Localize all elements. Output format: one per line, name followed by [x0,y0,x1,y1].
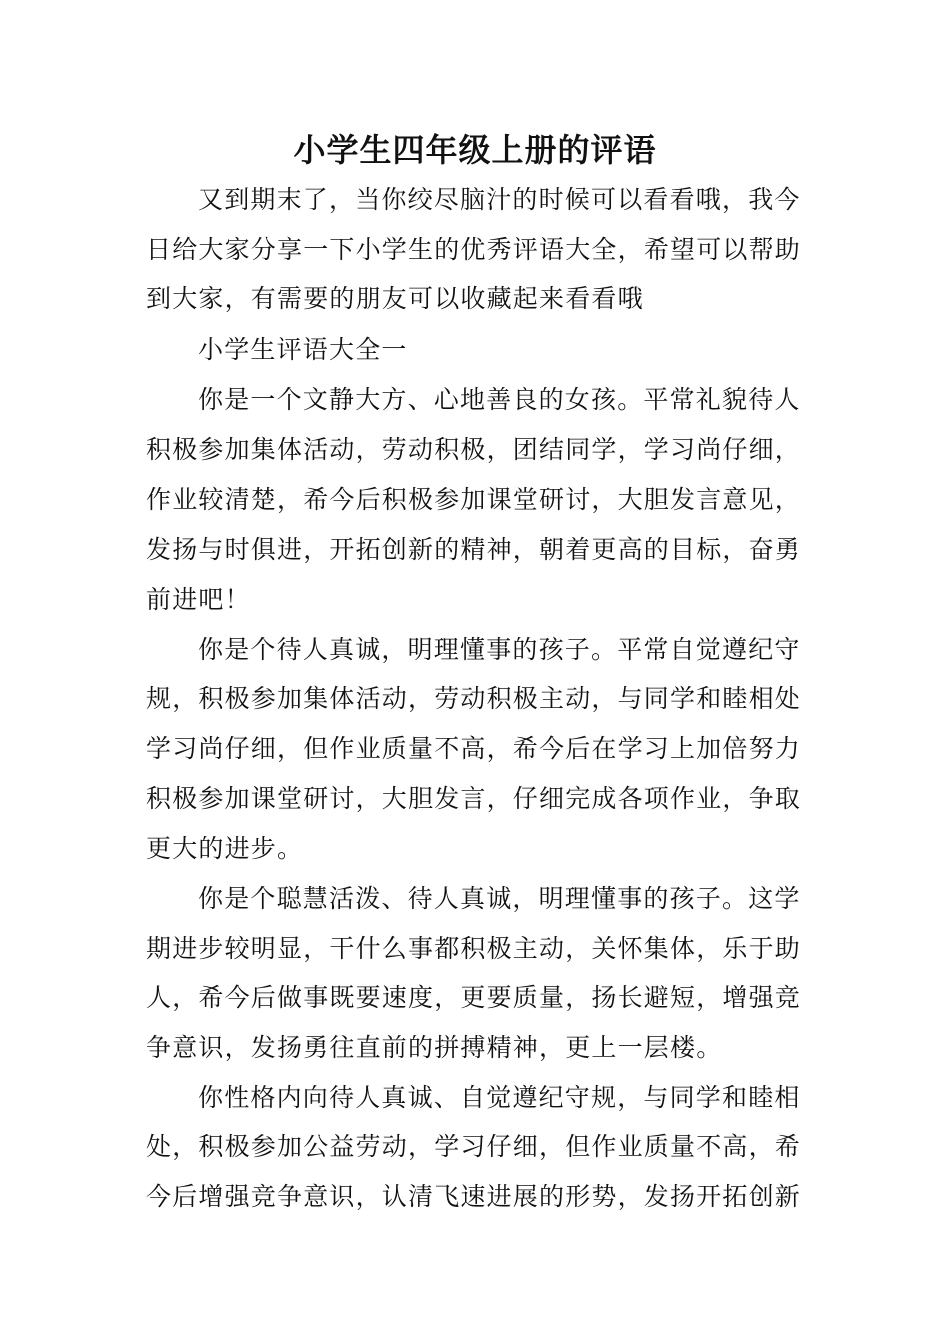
paragraph-line: 作业较清楚，希今后积极参加课堂研讨，大胆发言意见， [146,485,802,514]
paragraph-line: 你是一个文静大方、心地善良的女孩。平常礼貌待人 [198,385,801,414]
section-heading: 小学生评语大全一 [198,335,408,364]
paragraph-line: 你性格内向待人真诚、自觉遵纪守规，与同学和睦相 [198,1083,801,1112]
paragraph-line: 处，积极参加公益劳动，学习仔细，但作业质量不高，希 [146,1132,802,1161]
paragraph-line: 积极参加课堂研讨，大胆发言，仔细完成各项作业，争取 [146,784,802,813]
paragraph-line: 又到期末了，当你绞尽脑汁的时候可以看看哦，我今 [198,185,801,214]
paragraph-line: 发扬与时俱进，开拓创新的精神，朝着更高的目标，奋勇 [146,535,802,564]
document-title: 小学生四年级上册的评语 [293,131,657,169]
paragraph-line: 学习尚仔细，但作业质量不高，希今后在学习上加倍努力 [146,734,802,763]
paragraph-line: 日给大家分享一下小学生的优秀评语大全，希望可以帮助 [146,235,802,264]
paragraph-line: 今后增强竞争意识，认清飞速进展的形势，发扬开拓创新 [146,1182,802,1211]
paragraph-line: 你是个聪慧活泼、待人真诚，明理懂事的孩子。这学 [198,884,801,913]
paragraph-line: 积极参加集体活动，劳动积极，团结同学，学习尚仔细， [146,435,802,464]
paragraph-line: 人，希今后做事既要速度，更要质量，扬长避短，增强竞 [146,983,802,1012]
paragraph-line: 期进步较明显，干什么事都积极主动，关怀集体，乐于助 [146,934,802,963]
paragraph-line: 规，积极参加集体活动，劳动积极主动，与同学和睦相处 [146,684,802,713]
paragraph-line: 前进吧！ [146,585,251,614]
paragraph-line: 争意识，发扬勇往直前的拼搏精神，更上一层楼。 [146,1033,723,1062]
paragraph-line: 到大家，有需要的朋友可以收藏起来看看哦 [146,284,644,313]
paragraph-line: 你是个待人真诚，明理懂事的孩子。平常自觉遵纪守 [198,635,801,664]
paragraph-line: 更大的进步。 [146,834,304,863]
